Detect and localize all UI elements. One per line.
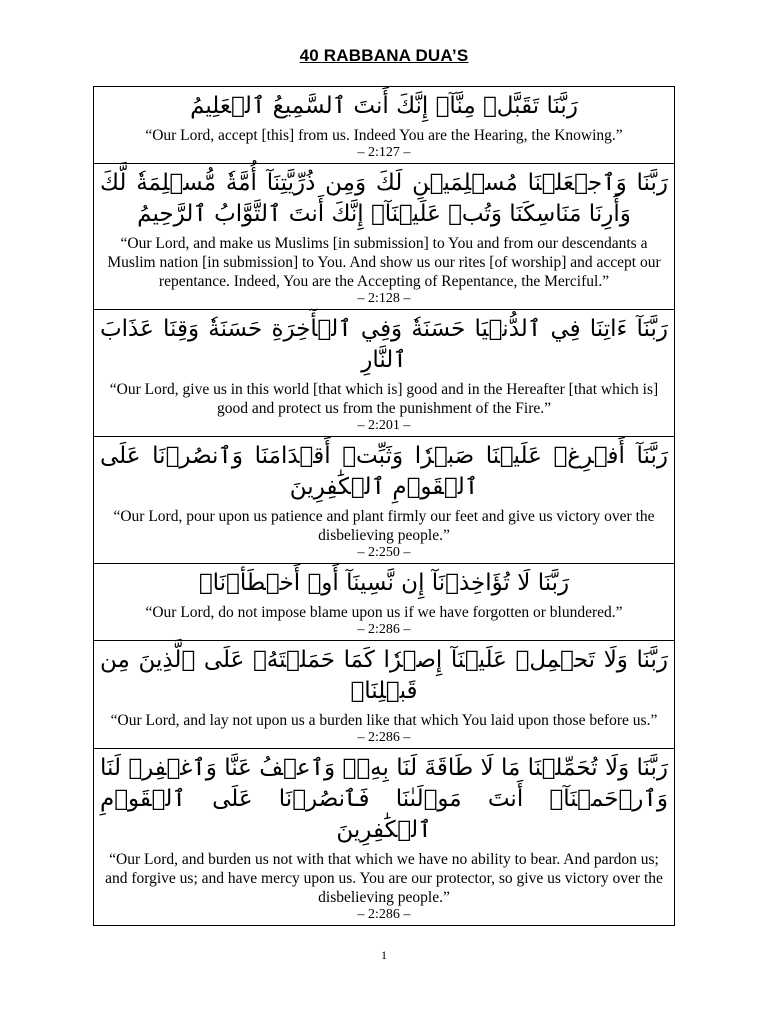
verse-reference: – 2:286 – bbox=[357, 907, 411, 922]
arabic-verse: رَبَّنَا تَقَبَّلۡ مِنَّآۖ إِنَّكَ أَنتَ ٱلسَّمِيعُ ٱلۡعَلِيمُ bbox=[190, 93, 578, 119]
english-translation: “Our Lord, and lay not upon us a burden like that which You laid upon those before us.” bbox=[110, 712, 658, 729]
dua-cell bbox=[94, 437, 675, 564]
dua-cell bbox=[94, 564, 675, 641]
dua-cell bbox=[94, 87, 675, 164]
verse-reference: – 2:201 – bbox=[357, 418, 411, 433]
arabic-verse: رَبَّنَا وَلَا تُحَمِّلۡنَا مَا لَا طَاقَةَ لَنَا بِهِۦۖ وَٱعۡفُ عَنَّا وَٱغۡفِرۡ لَنَا وَٱرۡحَمۡنَآۚ أَنتَ مَوۡلَىٰنَا فَٱنصُرۡنَا عَلَى ٱلۡقَوۡمِ ٱلۡكَٰفِرِينَ bbox=[100, 755, 668, 843]
arabic-verse: رَبَّنَا وَٱجۡعَلۡنَا مُسۡلِمَيۡنِ لَكَ وَمِن ذُرِّيَّتِنَآ أُمَّةٗ مُّسۡلِمَةٗ لَّكَ وَأَرِنَا مَنَاسِكَنَا وَتُبۡ عَلَيۡنَآۖ إِنَّكَ أَنتَ ٱلتَّوَّابُ ٱلرَّحِيمُ bbox=[100, 170, 668, 227]
dua-row bbox=[94, 749, 675, 926]
dua-row bbox=[94, 87, 675, 164]
verse-reference: – 2:127 – bbox=[357, 145, 411, 160]
dua-cell bbox=[94, 164, 675, 310]
arabic-verse: رَبَّنَا لَا تُؤَاخِذۡنَآ إِن نَّسِينَآ أَوۡ أَخۡطَأۡنَاۚ bbox=[198, 570, 570, 596]
page-title: 40 RABBANA DUA’S bbox=[299, 46, 469, 65]
english-translation: “Our Lord, pour upon us patience and plant firmly our feet and give us victory over the disbelieving people.” bbox=[113, 508, 655, 544]
verse-reference: – 2:250 – bbox=[357, 545, 411, 560]
dua-row bbox=[94, 641, 675, 749]
verse-reference: – 2:286 – bbox=[357, 730, 411, 745]
dua-cell bbox=[94, 749, 675, 926]
dua-row bbox=[94, 164, 675, 310]
arabic-verse: رَبَّنَا وَلَا تَحۡمِلۡ عَلَيۡنَآ إِصۡرٗا كَمَا حَمَلۡتَهُۥ عَلَى ٱلَّذِينَ مِن قَبۡلِنَاۚ bbox=[100, 647, 668, 704]
english-translation: “Our Lord, and burden us not with that which we have no ability to bear. And pardon us; and forgive us; and have mercy upon us. You are our protector, so give us victory over the disbelieving people.” bbox=[105, 851, 663, 906]
verse-reference: – 2:286 – bbox=[357, 622, 411, 637]
english-translation: “Our Lord, accept [this] from us. Indeed You are the Hearing, the Knowing.” bbox=[145, 127, 623, 144]
dua-table bbox=[93, 86, 675, 926]
english-translation: “Our Lord, do not impose blame upon us if we have forgotten or blundered.” bbox=[145, 604, 623, 621]
page-number: 1 bbox=[381, 948, 387, 962]
arabic-verse: رَبَّنَآ ءَاتِنَا فِي ٱلدُّنۡيَا حَسَنَةٗ وَفِي ٱلۡأٓخِرَةِ حَسَنَةٗ وَقِنَا عَذَابَ ٱلنَّارِ bbox=[100, 316, 668, 373]
dua-row bbox=[94, 437, 675, 564]
arabic-verse: رَبَّنَآ أَفۡرِغۡ عَلَيۡنَا صَبۡرٗا وَثَبِّتۡ أَقۡدَامَنَا وَٱنصُرۡنَا عَلَى ٱلۡقَوۡمِ ٱلۡكَٰفِرِينَ bbox=[100, 443, 668, 500]
verse-reference: – 2:128 – bbox=[357, 291, 411, 306]
dua-cell bbox=[94, 641, 675, 749]
dua-cell bbox=[94, 310, 675, 437]
english-translation: “Our Lord, give us in this world [that which is] good and in the Hereafter [that which is] good and protect us from the punishment of the Fire.” bbox=[109, 381, 659, 417]
dua-row bbox=[94, 564, 675, 641]
english-translation: “Our Lord, and make us Muslims [in submission] to You and from our descendants a Muslim nation [in submission] to You. And show us our rites [of worship] and accept our repentance. Indeed, You are the Accepting of Repentance, the Merciful.” bbox=[107, 235, 661, 290]
dua-row bbox=[94, 310, 675, 437]
